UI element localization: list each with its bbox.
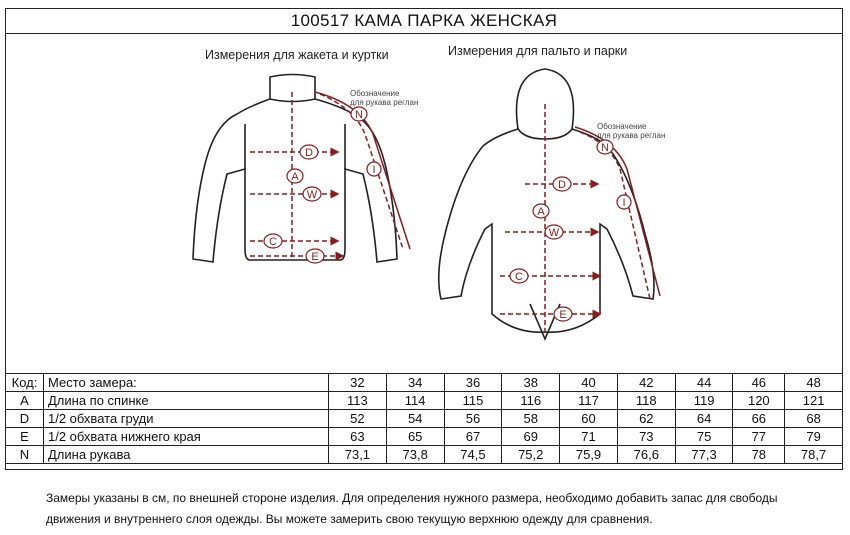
- row-value: 73,1: [329, 446, 387, 464]
- row-value: 71: [560, 428, 618, 446]
- page-title: 100517 КАМА ПАРКА ЖЕНСКАЯ: [5, 8, 843, 34]
- size-header: 38: [502, 374, 560, 392]
- row-value: 117: [560, 392, 618, 410]
- row-value: 73: [617, 428, 675, 446]
- raglan-note-l2: для рукава реглан: [350, 98, 419, 107]
- coat-marker-C: C: [515, 271, 523, 283]
- size-header: 48: [785, 374, 843, 392]
- marker-E: E: [311, 251, 319, 263]
- table-row: [6, 410, 843, 428]
- coat-markers: [510, 140, 631, 321]
- table-row: [6, 392, 843, 410]
- marker-A: A: [291, 171, 299, 183]
- size-header: 42: [617, 374, 675, 392]
- row-value: 115: [444, 392, 502, 410]
- row-code: E: [6, 428, 44, 446]
- size-table: [5, 373, 843, 464]
- row-value: 74,5: [444, 446, 502, 464]
- row-value: 66: [733, 410, 785, 428]
- coat-raglan-note-l2: для рукава реглан: [597, 131, 666, 140]
- size-header: 40: [560, 374, 618, 392]
- row-value: 68: [785, 410, 843, 428]
- row-value: 60: [560, 410, 618, 428]
- marker-W: W: [306, 189, 318, 201]
- caption-jacket: Измерения для жакета и куртки: [205, 48, 389, 62]
- coat-marker-E: E: [559, 309, 567, 321]
- row-value: 75,2: [502, 446, 560, 464]
- row-value: 78: [733, 446, 785, 464]
- row-value: 54: [386, 410, 444, 428]
- row-name: Длина по спинке: [44, 392, 329, 410]
- row-value: 79: [785, 428, 843, 446]
- row-name: 1/2 обхвата груди: [44, 410, 329, 428]
- coat-marker-A: A: [537, 206, 545, 218]
- coat-raglan-note-l1: Обозначение: [597, 122, 647, 131]
- table-header-row: [6, 374, 843, 392]
- measurement-diagram: [5, 34, 843, 374]
- row-value: 73,8: [386, 446, 444, 464]
- caption-coat: Измерения для пальто и парки: [448, 44, 628, 58]
- marker-I: I: [372, 164, 376, 176]
- row-value: 52: [329, 410, 387, 428]
- coat-marker-I: I: [622, 197, 626, 209]
- row-value: 62: [617, 410, 675, 428]
- table-row: [6, 446, 843, 464]
- marker-C: C: [269, 236, 277, 248]
- row-value: 69: [502, 428, 560, 446]
- marker-N: N: [355, 109, 363, 121]
- row-value: 75: [675, 428, 733, 446]
- size-header: 36: [444, 374, 502, 392]
- row-value: 77,3: [675, 446, 733, 464]
- size-note: Замеры указаны в см, по внешней стороне изделия. Для определения нужного размера, необходимо добавить запас для свободы движения и внутреннего слоя одежды. Вы можете замерить свою текущую верхнюю одежду для сравнения.: [46, 491, 778, 526]
- size-header: 32: [329, 374, 387, 392]
- coat-marker-N: N: [601, 142, 609, 154]
- row-value: 65: [386, 428, 444, 446]
- row-value: 58: [502, 410, 560, 428]
- marker-D: D: [305, 147, 313, 159]
- row-value: 121: [785, 392, 843, 410]
- raglan-note-l1: Обозначение: [350, 89, 400, 98]
- coat-marker-D: D: [558, 179, 566, 191]
- row-value: 67: [444, 428, 502, 446]
- row-value: 56: [444, 410, 502, 428]
- row-value: 64: [675, 410, 733, 428]
- row-code: D: [6, 410, 44, 428]
- row-code: A: [6, 392, 44, 410]
- row-value: 120: [733, 392, 785, 410]
- header-name: Место замера:: [44, 374, 329, 392]
- row-value: 118: [617, 392, 675, 410]
- row-value: 113: [329, 392, 387, 410]
- row-value: 114: [386, 392, 444, 410]
- row-value: 75,9: [560, 446, 618, 464]
- row-value: 63: [329, 428, 387, 446]
- row-value: 77: [733, 428, 785, 446]
- coat-marker-W: W: [548, 227, 560, 239]
- row-name: 1/2 обхвата нижнего края: [44, 428, 329, 446]
- row-value: 78,7: [785, 446, 843, 464]
- size-header: 34: [386, 374, 444, 392]
- table-row: [6, 428, 843, 446]
- row-value: 119: [675, 392, 733, 410]
- row-value: 116: [502, 392, 560, 410]
- row-name: Длина рукава: [44, 446, 329, 464]
- size-header: 44: [675, 374, 733, 392]
- size-header: 46: [733, 374, 785, 392]
- row-value: 76,6: [617, 446, 675, 464]
- row-code: N: [6, 446, 44, 464]
- header-code: Код:: [6, 374, 44, 392]
